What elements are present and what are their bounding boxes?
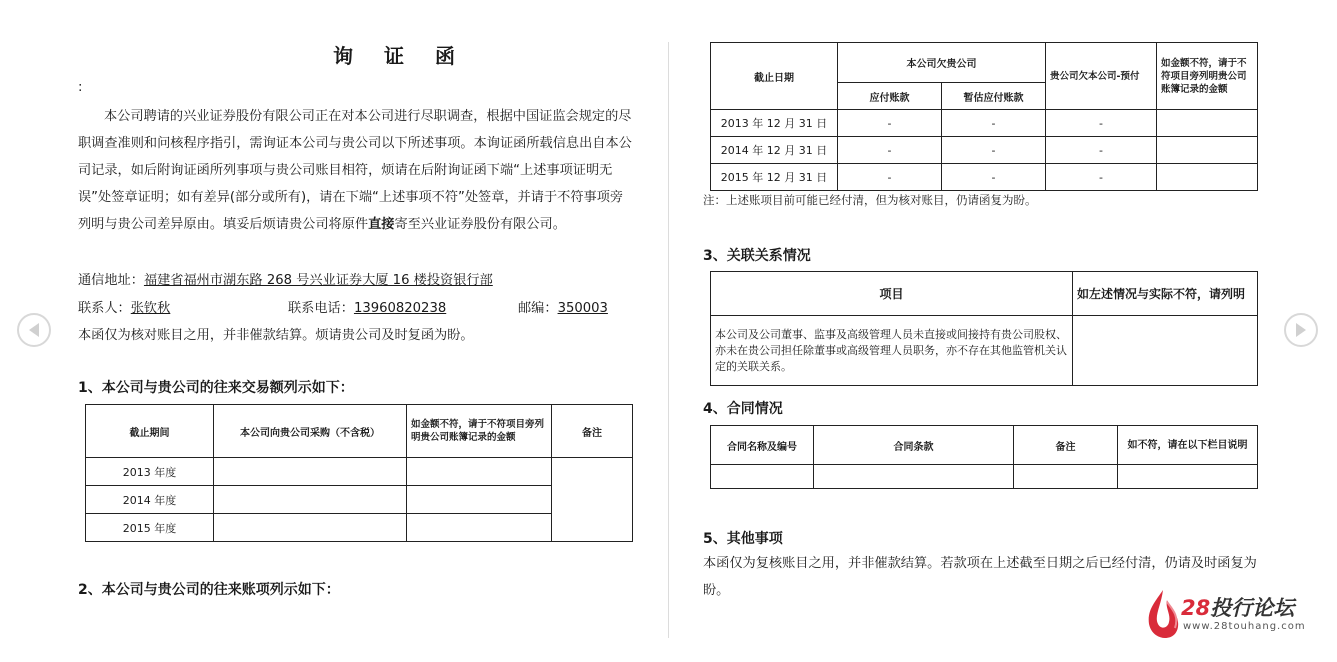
phone-value: 13960820238	[353, 301, 447, 316]
section3-heading: 3、关联关系情况	[703, 248, 811, 264]
phone-line	[288, 297, 446, 316]
table-header: 合同名称及编号	[711, 426, 814, 465]
transaction-table	[85, 404, 633, 542]
table-cell	[1118, 465, 1258, 489]
table-cell: -	[1046, 110, 1157, 137]
table-cell: -	[838, 137, 942, 164]
next-page-button[interactable]	[1284, 313, 1318, 347]
table-cell	[214, 514, 407, 542]
table-header: 截止日期	[711, 43, 838, 110]
table-header: 如金额不符，请于不符项目旁列明贵公司账簿记录的金额	[1157, 43, 1258, 110]
table-header: 如左述情况与实际不符，请列明	[1073, 272, 1258, 316]
page-title: 询 证 函	[333, 44, 467, 68]
address-label: 通信地址：	[78, 273, 144, 288]
intro-text-2: 寄至兴业证券股份有限公司。	[394, 217, 566, 232]
table-cell: 本公司及公司董事、监事及高级管理人员未直接或间接持有贵公司股权、亦未在贵公司担任除董事或高级管理人员职务，亦不存在其他监管机关认定的关联关系。	[711, 316, 1073, 386]
table-header: 贵公司欠本公司-预付	[1046, 43, 1157, 110]
table-header: 如金额不符，请于不符项目旁列明贵公司账簿记录的金额	[407, 405, 552, 458]
logo-number: 28	[1181, 596, 1211, 620]
table-cell	[1073, 316, 1258, 386]
logo-title	[1181, 592, 1294, 622]
chevron-right-icon	[1294, 322, 1308, 338]
contact-value: 张钦秋	[130, 301, 171, 316]
table-cell	[814, 465, 1014, 489]
table-cell	[407, 458, 552, 486]
table-cell	[407, 486, 552, 514]
table-header: 备注	[1014, 426, 1118, 465]
intro-paragraph	[78, 103, 634, 238]
logo-url: www.28touhang.com	[1183, 621, 1306, 632]
balance-table	[710, 42, 1258, 191]
contact-line	[78, 297, 170, 316]
address-value: 福建省福州市湖东路 268 号兴业证券大厦 16 楼投资银行部	[143, 273, 493, 288]
table-cell	[1157, 137, 1258, 164]
prev-page-button[interactable]	[17, 313, 51, 347]
zip-value: 350003	[557, 301, 608, 316]
address-line	[78, 269, 493, 288]
zip-line	[518, 297, 608, 316]
table-cell	[711, 465, 814, 489]
phone-label: 联系电话：	[288, 301, 354, 316]
table-cell: -	[838, 164, 942, 191]
table-header: 截止期间	[86, 405, 214, 458]
table-cell	[407, 514, 552, 542]
section4-heading: 4、合同情况	[703, 401, 783, 417]
table-cell: -	[942, 137, 1046, 164]
logo-name: 投行论坛	[1210, 596, 1295, 620]
table-cell: 2013 年度	[86, 458, 214, 486]
intro-text-1: 本公司聘请的兴业证券股份有限公司正在对本公司进行尽职调查，根据中国证监会规定的尽职调查准则和问核程序指引，需询证本公司与贵公司以下所述事项。本询证函所载信息出自本公司记录，如后附询证函所列事项与贵公司账目相符，烦请在后附询证函下端“上述事项证明无误”处签章证明；如有差异(部分或所有)，请在下端“上述事项不符”处签章，并请于不符事项旁列明与贵公司差异原由。填妥后烦请贵公司将原件	[78, 109, 632, 232]
table-cell: 2014 年 12 月 31 日	[711, 137, 838, 164]
table-cell: 2015 年度	[86, 514, 214, 542]
remarks-cell	[552, 458, 633, 542]
balance-note: 注：上述账项目前可能已经付清，但为核对账目，仍请函复为盼。	[703, 193, 1037, 207]
table-cell: -	[942, 164, 1046, 191]
table-cell	[1014, 465, 1118, 489]
section1-heading: 1、本公司与贵公司的往来交易额列示如下：	[78, 380, 354, 396]
table-cell: -	[942, 110, 1046, 137]
table-header: 本公司向贵公司采购（不含税）	[214, 405, 407, 458]
table-cell: -	[1046, 137, 1157, 164]
table-cell: 2013 年 12 月 31 日	[711, 110, 838, 137]
page-divider	[668, 42, 669, 638]
table-cell	[1157, 110, 1258, 137]
table-cell	[214, 458, 407, 486]
table-cell	[1157, 164, 1258, 191]
table-header: 本公司欠贵公司	[838, 43, 1046, 83]
table-header: 合同条款	[814, 426, 1014, 465]
contact-label: 联系人：	[78, 301, 131, 316]
table-header: 如不符，请在以下栏目说明	[1118, 426, 1258, 465]
table-cell: 2014 年度	[86, 486, 214, 514]
table-cell	[214, 486, 407, 514]
table-header: 应付账款	[838, 83, 942, 110]
chevron-left-icon	[27, 322, 41, 338]
contract-table	[710, 425, 1258, 489]
purpose-line: 本函仅为核对账目之用，并非催款结算。烦请贵公司及时复函为盼。	[78, 328, 474, 343]
table-cell: 2015 年 12 月 31 日	[711, 164, 838, 191]
intro-bold: 直接	[368, 217, 395, 232]
salutation: :	[78, 80, 83, 95]
table-header: 暂估应付账款	[942, 83, 1046, 110]
related-party-table	[710, 271, 1258, 386]
table-header: 备注	[552, 405, 633, 458]
forum-logo	[1145, 588, 1315, 648]
table-header: 项目	[711, 272, 1073, 316]
table-cell: -	[838, 110, 942, 137]
section2-heading: 2、本公司与贵公司的往来账项列示如下：	[78, 582, 340, 598]
section5-heading: 5、其他事项	[703, 531, 783, 547]
section5-text: 本函仅为复核账目之用，并非催款结算。若款项在上述截至日期之后已经付清，仍请及时函复为盼。	[703, 556, 1257, 598]
table-cell: -	[1046, 164, 1157, 191]
flame-logo-icon	[1145, 588, 1181, 640]
zip-label: 邮编：	[518, 301, 558, 316]
